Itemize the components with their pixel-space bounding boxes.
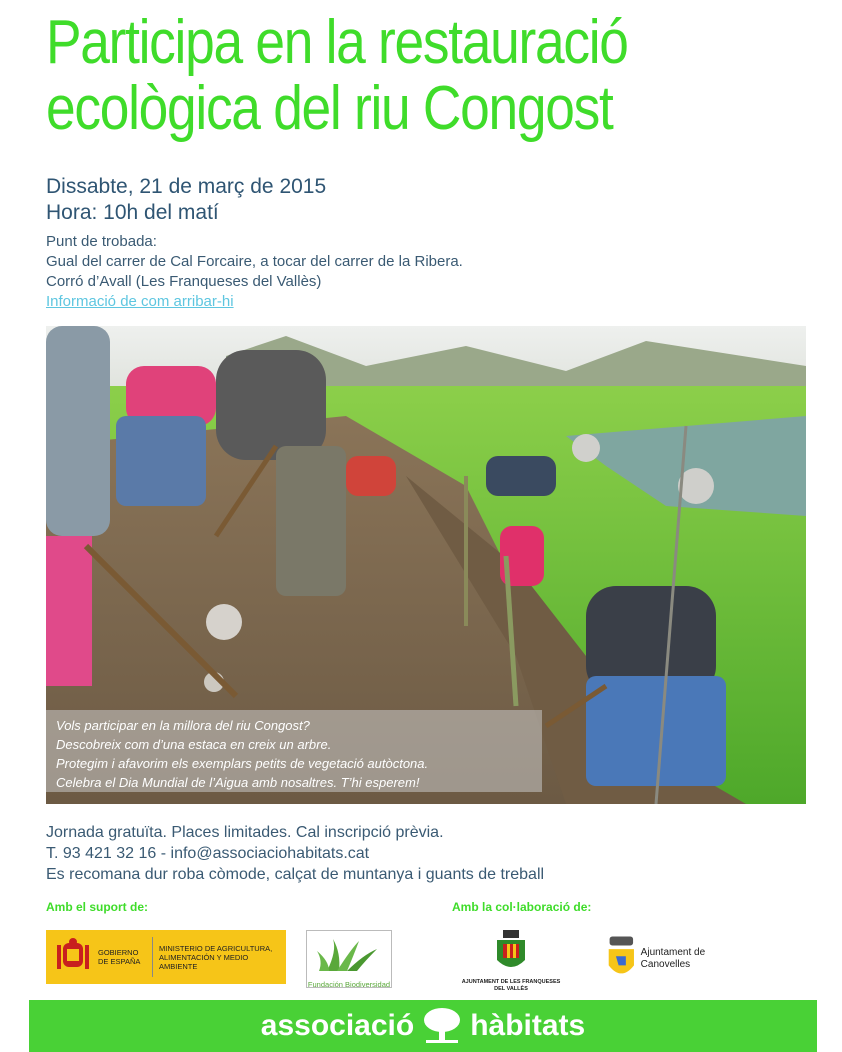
meeting-address: Gual del carrer de Cal Forcaire, a tocar del carrer de la Ribera.: [46, 253, 463, 270]
caption-line-4: Celebra el Dia Mundial de l’Aigua amb nosaltres. T’hi esperem!: [56, 775, 420, 790]
caption-line-3: Protegim i afavorim els exemplars petits de vegetació autòctona.: [56, 756, 429, 771]
poster-title: [46, 10, 700, 142]
footer-banner: [29, 1000, 817, 1052]
canovelles-text: Ajuntament de Canovelles: [640, 947, 706, 970]
caption-line-1: Vols participar en la millora del riu Congost?: [56, 718, 310, 733]
ajuntament-franqueses-logo: [456, 930, 566, 993]
info-recommendation: Es recomana dur roba còmode, calçat de muntanya i guants de treball: [46, 866, 545, 883]
info-registration: Jornada gratuïta. Places limitades. Cal inscripció prèvia.: [46, 824, 444, 841]
meeting-label: Punt de trobada:: [46, 233, 157, 250]
collab-label: Amb la col·laboració de:: [452, 900, 592, 914]
caption-line-2: Descobreix com d’una estaca en creix un arbre.: [56, 737, 332, 752]
franqueses-text: AJUNTAMENT DE LES FRANQUESES DEL VALLÈS: [461, 979, 561, 992]
event-info: [46, 822, 544, 885]
support-label: Amb el suport de:: [46, 900, 149, 914]
gobierno-espana-logo: [46, 930, 286, 984]
logo-divider: [152, 937, 153, 977]
gobierno-text: GOBIERNO DE ESPAÑA: [98, 948, 141, 966]
fundacion-biodiversidad-logo: [306, 930, 392, 988]
canovelles-shield-icon: [606, 934, 637, 984]
footer-brand-left: associació: [260, 1009, 415, 1042]
meeting-town: Corró d’Avall (Les Franqueses del Vallès): [46, 273, 322, 290]
spain-shield-icon: [54, 937, 92, 977]
event-time: Hora: 10h del matí: [46, 201, 219, 224]
volunteers-photo: [46, 326, 806, 804]
franqueses-shield-icon: [491, 930, 531, 974]
event-datetime: [46, 174, 326, 226]
footer-brand-right: hàbitats: [470, 1009, 586, 1042]
event-date: Dissabte, 21 de març de 2015: [46, 175, 327, 198]
poster-title-line-1: Participa en la restauració: [46, 8, 628, 77]
fundacion-text: Fundación Biodiversidad: [307, 980, 391, 989]
grass-icon: [307, 931, 393, 975]
photo-caption: [46, 710, 542, 792]
tree-icon: [420, 1006, 464, 1046]
ministerio-text: MINISTERIO DE AGRICULTURA, ALIMENTACIÓN Y MEDIO AMBIENTE: [159, 943, 273, 971]
directions-link[interactable]: Informació de com arribar-hi: [46, 293, 234, 310]
meeting-point: [46, 232, 463, 312]
ajuntament-canovelles-logo: [606, 934, 746, 984]
poster-title-line-2: ecològica del riu Congost: [46, 74, 613, 143]
info-contact[interactable]: T. 93 421 32 16 - info@associaciohabitats.cat: [46, 845, 370, 862]
